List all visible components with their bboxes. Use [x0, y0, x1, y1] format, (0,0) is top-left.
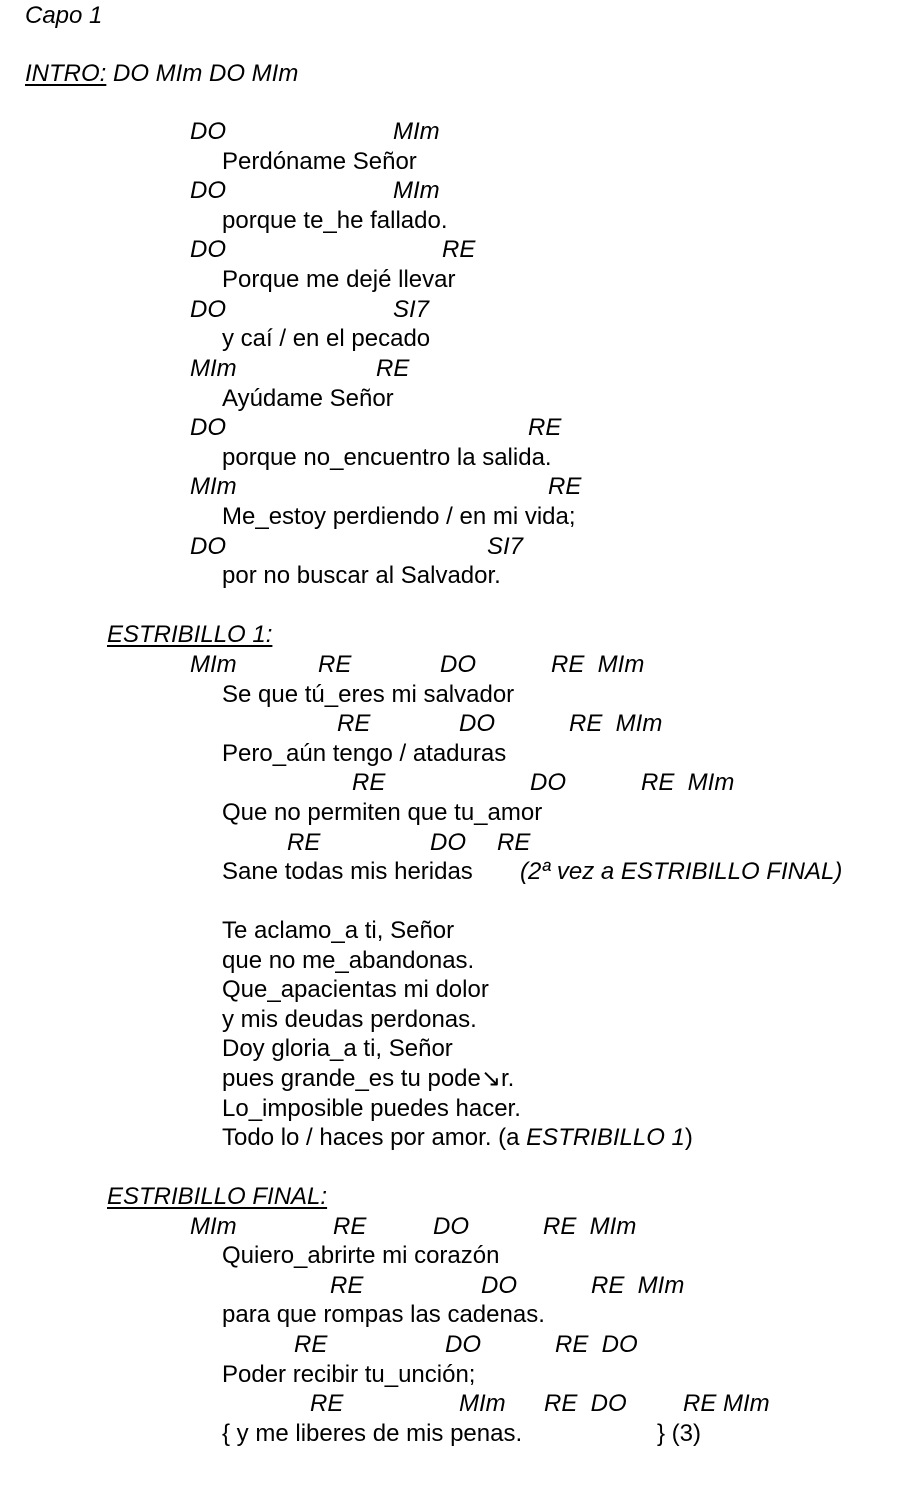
chord: RE	[318, 651, 352, 678]
chord: MIm	[393, 177, 440, 204]
lyric-line: Perdóname Señor	[222, 148, 417, 175]
chord: RE MIm	[551, 651, 645, 678]
final-chorus-heading: ESTRIBILLO FINAL:	[107, 1183, 328, 1210]
intro-label: INTRO:	[25, 60, 107, 87]
chord: RE MIm	[543, 1213, 637, 1240]
lyric-line: Que_apacientas mi dolor	[222, 976, 489, 1003]
lyric-line: Que no permiten que tu_amor	[222, 799, 543, 826]
lyric-line	[222, 1124, 693, 1152]
chord: RE MIm	[683, 1390, 770, 1417]
chord: MIm	[190, 651, 237, 678]
chord: RE	[337, 710, 371, 737]
chord: DO	[190, 118, 226, 145]
chord: RE	[528, 414, 562, 441]
lyric-line: que no me_abandonas.	[222, 947, 475, 974]
chord: RE	[333, 1213, 367, 1240]
chord: RE MIm	[591, 1272, 685, 1299]
chord: DO	[440, 651, 476, 678]
lyric-line: Me_estoy perdiendo / en mi vida;	[222, 503, 576, 530]
chord: RE DO	[555, 1331, 638, 1358]
chord: DO	[190, 236, 226, 263]
chord: RE MIm	[641, 769, 735, 796]
lyric-line: Lo_imposible puedes hacer.	[222, 1095, 521, 1122]
lyric-line: para que rompas las cadenas.	[222, 1301, 545, 1328]
chord: RE	[287, 829, 321, 856]
lyric-line: Se que tú_eres mi salvador	[222, 681, 515, 708]
chord: DO	[433, 1213, 469, 1240]
bridge-last-close: )	[684, 1124, 693, 1151]
capo-note: Capo 1	[25, 2, 103, 29]
chord: DO	[190, 177, 226, 204]
chord: DO	[459, 710, 495, 737]
lyric-line: y caí / en el pecado	[222, 325, 431, 352]
chord: DO	[445, 1331, 481, 1358]
lyric-line: Pero_aún tengo / ataduras	[222, 740, 507, 767]
chord: DO	[190, 414, 226, 441]
chorus1-reference: ESTRIBILLO 1	[526, 1124, 685, 1151]
intro-line	[25, 60, 298, 88]
chord: RE DO	[544, 1390, 627, 1417]
chord: RE	[330, 1272, 364, 1299]
chorus1-note: (2ª vez a ESTRIBILLO FINAL)	[520, 858, 843, 885]
lyric-line: pues grande_es tu pode↘r.	[222, 1065, 515, 1092]
chord: RE	[497, 829, 531, 856]
chord: MIm	[190, 1213, 237, 1240]
chord: RE	[352, 769, 386, 796]
chord: MIm	[459, 1390, 506, 1417]
lyric-line: Quiero_abrirte mi corazón	[222, 1242, 500, 1269]
repeat-marker: } (3)	[657, 1420, 702, 1447]
lyric-line: Te aclamo_a ti, Señor	[222, 917, 455, 944]
lyric-line: Poder recibir tu_unción;	[222, 1361, 476, 1388]
lyric-line: Doy gloria_a ti, Señor	[222, 1035, 453, 1062]
lyric-line: Sane todas mis heridas	[222, 858, 473, 885]
lyric-line: Ayúdame Señor	[222, 385, 394, 412]
chord: RE	[442, 236, 476, 263]
lyric-line: porque no_encuentro la salida.	[222, 444, 552, 471]
chord: DO	[190, 533, 226, 560]
lyric-line: por no buscar al Salvador.	[222, 562, 501, 589]
intro-chords: DO MIm DO MIm	[106, 60, 299, 87]
chord: MIm	[393, 118, 440, 145]
chord: RE	[294, 1331, 328, 1358]
lyric-line: porque te_he fallado.	[222, 207, 448, 234]
lyric-line: Porque me dejé llevar	[222, 266, 456, 293]
chord: RE MIm	[569, 710, 663, 737]
chord: DO	[481, 1272, 517, 1299]
chord: RE	[548, 473, 582, 500]
lyric-line: { y me liberes de mis penas.	[222, 1420, 523, 1447]
chord: DO	[530, 769, 566, 796]
chorus1-heading: ESTRIBILLO 1:	[107, 621, 273, 648]
chord: MIm	[190, 355, 237, 382]
bridge-last-text: Todo lo / haces por amor. (a	[222, 1124, 527, 1151]
chord: DO	[430, 829, 466, 856]
chord: SI7	[487, 533, 524, 560]
chord: MIm	[190, 473, 237, 500]
chord: RE	[376, 355, 410, 382]
chord: SI7	[393, 296, 430, 323]
chord: DO	[190, 296, 226, 323]
chord: RE	[310, 1390, 344, 1417]
lyric-line: y mis deudas perdonas.	[222, 1006, 477, 1033]
